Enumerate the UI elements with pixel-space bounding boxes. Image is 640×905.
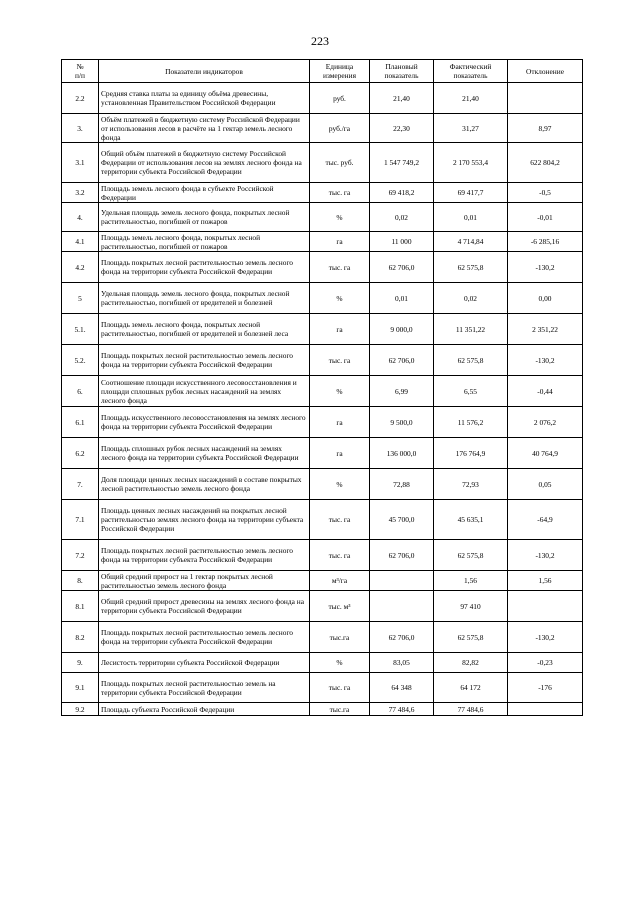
unit-cell: га [310,438,370,469]
indicator-name: Общий объём платежей в бюджетную систему Российской Федерации от использования лесов на землях лесного фонда на территории субъекта Российской Федерации [99,143,310,183]
unit-cell: тыс. га [310,252,370,283]
unit-cell: тыс. м³ [310,591,370,622]
deviation-value [508,83,583,114]
table-row [62,203,583,232]
plan-value [370,571,434,591]
row-number: 6.1 [62,407,99,438]
deviation-value: -0,44 [508,376,583,407]
row-number: 4.2 [62,252,99,283]
unit-cell: га [310,407,370,438]
indicator-name: Площадь покрытых лесной растительностью земель лесного фонда на территории субъекта Российской Федерации [99,622,310,653]
unit-cell: % [310,283,370,314]
unit-cell: га [310,232,370,252]
deviation-value: 2 076,2 [508,407,583,438]
header-deviation: Отклонение [508,60,583,83]
row-number: 8. [62,571,99,591]
unit-cell: % [310,376,370,407]
indicator-name: Средняя ставка платы за единицу объёма древесины, установленная Правительством Российской Федерации [99,83,310,114]
row-number: 4. [62,203,99,232]
plan-value: 69 418,2 [370,183,434,203]
plan-value: 22,30 [370,114,434,143]
fact-value: 62 575,8 [434,345,508,376]
plan-value: 62 706,0 [370,252,434,283]
deviation-value: 2 351,22 [508,314,583,345]
table-row [62,653,583,673]
unit-cell: га [310,314,370,345]
row-number: 6.2 [62,438,99,469]
deviation-value: -130,2 [508,622,583,653]
row-number: 7. [62,469,99,500]
unit-cell: м³/га [310,571,370,591]
deviation-value: 40 764,9 [508,438,583,469]
unit-cell: тыс.га [310,703,370,716]
indicator-name: Удельная площадь земель лесного фонда, покрытых лесной растительностью, погибшей от пожаров [99,203,310,232]
table-row [62,283,583,314]
plan-value: 62 706,0 [370,540,434,571]
row-number: 3.1 [62,143,99,183]
table-row [62,571,583,591]
fact-value: 0,01 [434,203,508,232]
fact-value: 77 484,6 [434,703,508,716]
plan-value: 62 706,0 [370,622,434,653]
indicator-name: Объём платежей в бюджетную систему Российской Федерации от использования лесов в расчёте на 1 гектар земель лесного фонда [99,114,310,143]
row-number: 9.2 [62,703,99,716]
indicator-name: Площадь земель лесного фонда в субъекте Российской Федерации [99,183,310,203]
fact-value: 4 714,84 [434,232,508,252]
plan-value: 64 348 [370,673,434,703]
table-row [62,143,583,183]
fact-value: 62 575,8 [434,622,508,653]
indicator-name: Площадь покрытых лесной растительностью земель лесного фонда на территории субъекта Российской Федерации [99,345,310,376]
row-number: 7.1 [62,500,99,540]
fact-value: 2 170 553,4 [434,143,508,183]
fact-value: 97 410 [434,591,508,622]
indicator-name: Доля площади ценных лесных насаждений в составе покрытых лесной растительностью земель лесного фонда [99,469,310,500]
fact-value: 62 575,8 [434,540,508,571]
header-name: Показатели индикаторов [99,60,310,83]
deviation-value: -64,9 [508,500,583,540]
unit-cell: руб./га [310,114,370,143]
table-row [62,540,583,571]
table-row [62,591,583,622]
plan-value: 1 547 749,2 [370,143,434,183]
fact-value: 64 172 [434,673,508,703]
deviation-value: -0,23 [508,653,583,673]
unit-cell: % [310,203,370,232]
row-number: 8.1 [62,591,99,622]
deviation-value: -130,2 [508,540,583,571]
plan-value: 9 500,0 [370,407,434,438]
table-row [62,438,583,469]
deviation-value: 1,56 [508,571,583,591]
indicator-name: Соотношение площади искусственного лесовосстановления и площади сплошных рубок лесных насаждений на землях лесного фонда [99,376,310,407]
indicator-name: Площадь земель лесного фонда, покрытых лесной растительностью, погибшей от вредителей и болезней леса [99,314,310,345]
fact-value: 69 417,7 [434,183,508,203]
table-row [62,500,583,540]
unit-cell: % [310,469,370,500]
table-row [62,407,583,438]
indicator-name: Площадь ценных лесных насаждений на покрытых лесной растительностью землях лесного фонда на территории субъекта Российской Федерации [99,500,310,540]
plan-value: 45 700,0 [370,500,434,540]
plan-value: 0,02 [370,203,434,232]
fact-value: 45 635,1 [434,500,508,540]
row-number: 5.1. [62,314,99,345]
indicator-name: Площадь покрытых лесной растительностью земель на территории субъекта Российской Федерации [99,673,310,703]
deviation-value: -130,2 [508,252,583,283]
plan-value: 6,99 [370,376,434,407]
fact-value: 176 764,9 [434,438,508,469]
deviation-value: -176 [508,673,583,703]
deviation-value [508,591,583,622]
plan-value: 21,40 [370,83,434,114]
table-row [62,314,583,345]
deviation-value: 0,00 [508,283,583,314]
row-number: 3. [62,114,99,143]
table-row [62,376,583,407]
row-number: 6. [62,376,99,407]
plan-value: 72,88 [370,469,434,500]
plan-value [370,591,434,622]
table-row [62,183,583,203]
deviation-value: 622 804,2 [508,143,583,183]
fact-value: 21,40 [434,83,508,114]
table-row [62,83,583,114]
unit-cell: тыс. га [310,183,370,203]
unit-cell: тыс. га [310,500,370,540]
deviation-value: -0,01 [508,203,583,232]
fact-value: 0,02 [434,283,508,314]
indicator-name: Площадь сплошных рубок лесных насаждений на землях лесного фонда на территории субъекта Российской Федерации [99,438,310,469]
plan-value: 9 000,0 [370,314,434,345]
indicator-name: Площадь земель лесного фонда, покрытых лесной растительностью, погибшей от пожаров [99,232,310,252]
header-num: № п/п [62,60,99,83]
row-number: 4.1 [62,232,99,252]
plan-value: 62 706,0 [370,345,434,376]
fact-value: 11 351,22 [434,314,508,345]
deviation-value: -130,2 [508,345,583,376]
table-row [62,673,583,703]
indicators-table [61,59,583,716]
table-row [62,232,583,252]
indicator-name: Удельная площадь земель лесного фонда, покрытых лесной растительностью, погибшей от вредителей и болезней [99,283,310,314]
page-number: 223 [311,34,329,48]
indicator-name: Площадь покрытых лесной растительностью земель лесного фонда на территории субъекта Российской Федерации [99,252,310,283]
table-row [62,345,583,376]
indicator-name: Общий средний прирост на 1 гектар покрытых лесной растительностью земель лесного фонда [99,571,310,591]
unit-cell: тыс. га [310,345,370,376]
row-number: 5 [62,283,99,314]
indicator-name: Общий средний прирост древесины на землях лесного фонда на территории субъекта Российской Федерации [99,591,310,622]
fact-value: 1,56 [434,571,508,591]
indicator-name: Площадь искусственного лесовосстановления на землях лесного фонда на территории субъекта Российской Федерации [99,407,310,438]
header-plan: Плановый показатель [370,60,434,83]
fact-value: 11 576,2 [434,407,508,438]
row-number: 5.2. [62,345,99,376]
deviation-value: 0,05 [508,469,583,500]
table-row [62,622,583,653]
unit-cell: тыс. га [310,673,370,703]
row-number: 2.2 [62,83,99,114]
deviation-value: -0,5 [508,183,583,203]
row-number: 8.2 [62,622,99,653]
fact-value: 6,55 [434,376,508,407]
fact-value: 62 575,8 [434,252,508,283]
fact-value: 72,93 [434,469,508,500]
table-header-row [62,60,583,83]
header-unit: Единица измерения [310,60,370,83]
deviation-value [508,703,583,716]
plan-value: 77 484,6 [370,703,434,716]
unit-cell: тыс. га [310,540,370,571]
fact-value: 31,27 [434,114,508,143]
deviation-value: 8,97 [508,114,583,143]
row-number: 7.2 [62,540,99,571]
plan-value: 0,01 [370,283,434,314]
unit-cell: руб. [310,83,370,114]
table-row [62,703,583,716]
indicator-name: Площадь покрытых лесной растительностью земель лесного фонда на территории субъекта Российской Федерации [99,540,310,571]
unit-cell: % [310,653,370,673]
deviation-value: -6 285,16 [508,232,583,252]
plan-value: 136 000,0 [370,438,434,469]
table-row [62,114,583,143]
table-row [62,252,583,283]
fact-value: 82,82 [434,653,508,673]
plan-value: 83,05 [370,653,434,673]
unit-cell: тыс. руб. [310,143,370,183]
table-row [62,469,583,500]
row-number: 9. [62,653,99,673]
plan-value: 11 000 [370,232,434,252]
header-fact: Фактический показатель [434,60,508,83]
indicator-name: Площадь субъекта Российской Федерации [99,703,310,716]
row-number: 3.2 [62,183,99,203]
indicator-name: Лесистость территории субъекта Российской Федерации [99,653,310,673]
row-number: 9.1 [62,673,99,703]
unit-cell: тыс.га [310,622,370,653]
